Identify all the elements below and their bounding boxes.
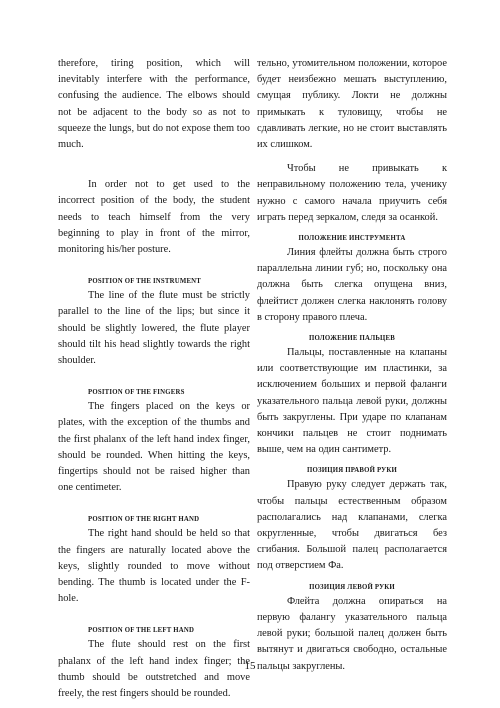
russian-column — [257, 56, 447, 675]
english-column — [58, 56, 250, 702]
fingers-heading-ru: ПОЛОЖЕНИЕ ПАЛЬЦЕВ — [309, 335, 395, 343]
intro-paragraph-ru: тельно, утомительном положении, которое будет неизбежно мешать выступлению, смущая публику. Локти не должны примыкать к туловищу, чтобы не сдавливать легкие, но не стоит выставлять их слишком. — [257, 58, 447, 151]
right-hand-paragraph: The right hand should be held so that the fingers are naturally located above the keys, slightly rounded to move without bending. The thumb is located under the F-hole. — [58, 528, 250, 605]
right-hand-heading: POSITION OF THE RIGHT HAND — [88, 516, 200, 524]
mirror-paragraph: In order not to get used to the incorrect position of the body, the student needs to teach himself from the very beginning to play in front of the mirror, monitoring his/her posture. — [58, 179, 250, 256]
instrument-heading: POSITION OF THE INSTRUMENT — [88, 278, 202, 286]
fingers-heading: POSITION OF THE FINGERS — [88, 389, 185, 397]
instrument-paragraph-ru: Линия флейты должна быть строго параллельна линии губ; но, поскольку она должна быть слегка опущена вниз, флейтист должен слегка наклонять голову в сторону правого плеча. — [257, 247, 447, 323]
fingers-paragraph-ru: Пальцы, поставленные на клапаны или соответствующие им пластинки, за исключением больших и первой фаланги указательного пальца левой руки, должны быть закруглены. При ударе по клапанам кончики пальцев не стоит поднимать выше, чем на один сантиметр. — [257, 347, 447, 456]
left-hand-heading: POSITION OF THE LEFT HAND — [88, 627, 195, 635]
left-hand-paragraph-ru: Флейта должна опираться на первую фалангу указательного пальца левой руки; большой палец должен быть вытянут и двигаться свободно, остальные пальцы закруглены. — [257, 595, 447, 672]
right-hand-heading-ru: ПОЗИЦИЯ ПРАВОЙ РУКИ — [307, 467, 397, 475]
intro-paragraph: therefore, tiring position, which will inevitably interfere with the performance, confusing the audience. The elbows should not be adjacent to the body so as not to squeeze the lungs, but do not expose them too much. — [58, 58, 250, 151]
page-number: 15 — [244, 660, 256, 672]
instrument-heading-ru: ПОЛОЖЕНИЕ ИНСТРУМЕНТА — [298, 235, 406, 243]
left-hand-paragraph: The flute should rest on the first phalanx of the left hand index finger; the thumb should be outstretched and move freely, the rest fingers should be rounded. — [58, 639, 250, 700]
mirror-paragraph-ru: Чтобы не привыкать к неправильному положению тела, ученику нужно с самого начала приучить себя играть перед зеркалом, следя за осанкой. — [257, 163, 447, 223]
left-hand-heading-ru: ПОЗИЦИЯ ЛЕВОЙ РУКИ — [309, 583, 395, 591]
right-hand-paragraph-ru: Правую руку следует держать так, чтобы пальцы естественным образом располагались над клапанами, слегка округленные, чтобы двигаться без сгибания. Большой палец располагается под отверстием Фа. — [257, 479, 447, 572]
instrument-paragraph: The line of the flute must be strictly parallel to the line of the lips; but since it should be slightly lowered, the flute player should tilt his head slightly towards the right shoulder. — [58, 290, 250, 367]
fingers-paragraph: The fingers placed on the keys or plates, with the exception of the thumbs and the first phalanx of the left hand index finger, should be rounded. When hitting the keys, fingertips should not be raised higher than one centimeter. — [58, 401, 250, 494]
